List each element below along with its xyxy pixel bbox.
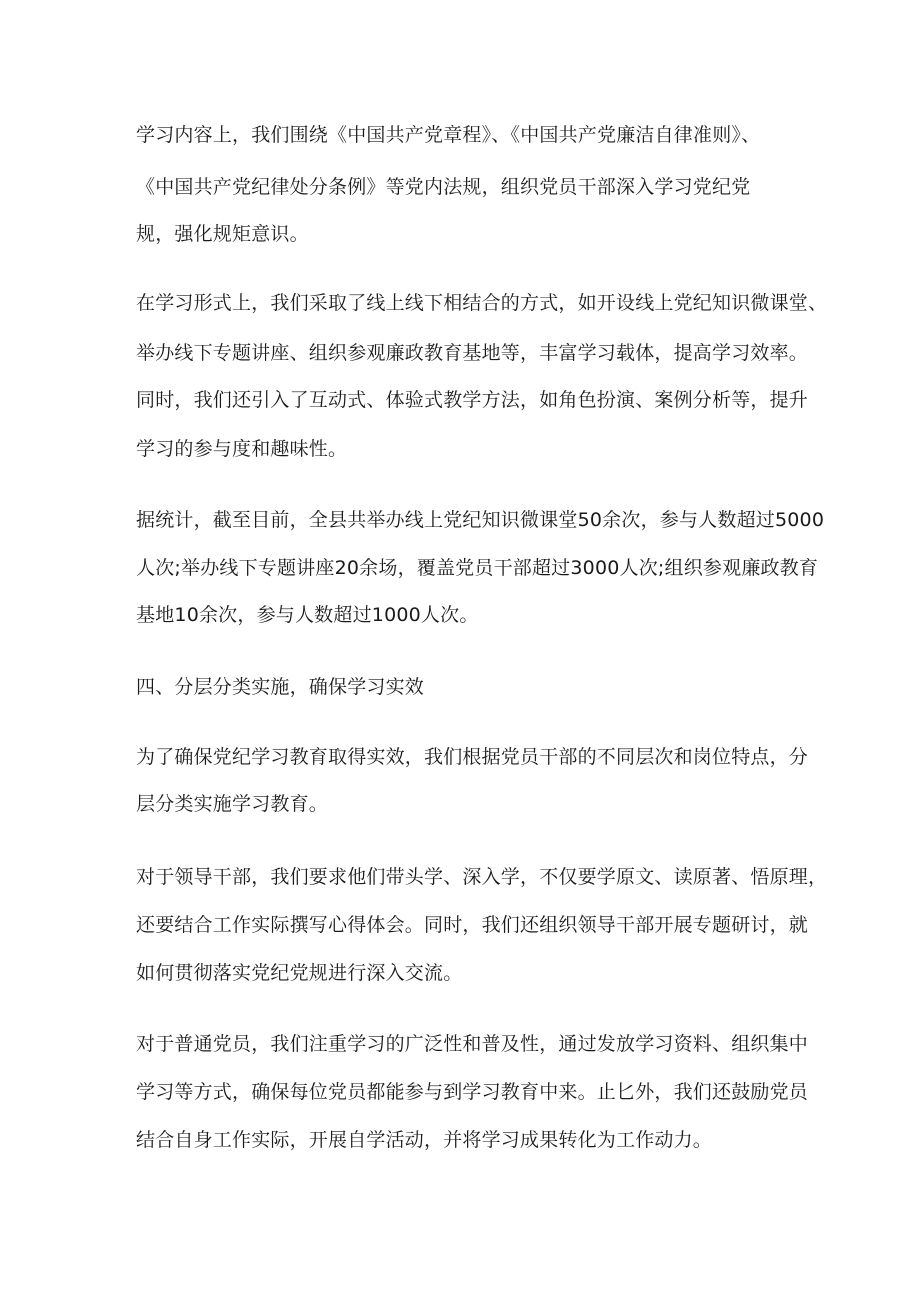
paragraph-3-line-3: 基地10余次，参与人数超过1000人次。 xyxy=(136,604,479,626)
section-heading: 四、分层分类实施，确保学习实效 xyxy=(136,676,425,698)
paragraph-2-line-3: 同时，我们还引入了互动式、体验式教学方法，如角色扮演、案例分析等，提升 xyxy=(136,389,809,411)
paragraph-1-line-3: 规，强化规矩意识。 xyxy=(136,223,309,245)
paragraph-2-line-4: 学习的参与度和趣味性。 xyxy=(136,438,348,460)
paragraph-1-line-2: 《中国共产党纪律处分条例》等党内法规，组织党员干部深入学习党纪党 xyxy=(136,176,751,198)
paragraph-2-line-2: 举办线下专题讲座、组织参观廉政教育基地等，丰富学习载体，提高学习效率。 xyxy=(136,342,809,364)
paragraph-6-line-2: 还要结合工作实际撰写心得体会。同时，我们还组织领导干部开展专题研讨，就 xyxy=(136,914,809,936)
paragraph-6-line-3: 如何贯彻落实党纪党规进行深入交流。 xyxy=(136,962,463,984)
paragraph-3-line-1: 据统计，截至目前，全县共举办线上党纪知识微课堂50余次，参与人数超过5000 xyxy=(136,509,825,531)
paragraph-1-line-1: 学习内容上，我们围绕《中国共产党章程》、《中国共产党廉洁自律准则》、 xyxy=(136,124,761,146)
paragraph-2-line-1: 在学习形式上，我们采取了线上线下相结合的方式，如开设线上党纪知识微课堂、 xyxy=(136,292,828,314)
paragraph-5-line-1: 为了确保党纪学习教育取得实效，我们根据党员干部的不同层次和岗位特点，分 xyxy=(136,746,809,768)
paragraph-7-line-3: 结合自身工作实际，开展自学活动，并将学习成果转化为工作动力。 xyxy=(136,1129,713,1151)
paragraph-6-line-1: 对于领导干部，我们要求他们带头学、深入学，不仅要学原文、读原著、悟原理， xyxy=(136,866,828,888)
paragraph-7-line-1: 对于普通党员，我们注重学习的广泛性和普及性，通过发放学习资料、组织集中 xyxy=(136,1033,809,1055)
paragraph-3-line-2: 人次;举办线下专题讲座20余场，覆盖党员干部超过3000人次;组织参观廉政教育 xyxy=(136,557,819,579)
paragraph-5-line-2: 层分类实施学习教育。 xyxy=(136,793,329,815)
paragraph-7-line-2: 学习等方式，确保每位党员都能参与到学习教育中来。止匕外，我们还鼓励党员 xyxy=(136,1081,809,1103)
